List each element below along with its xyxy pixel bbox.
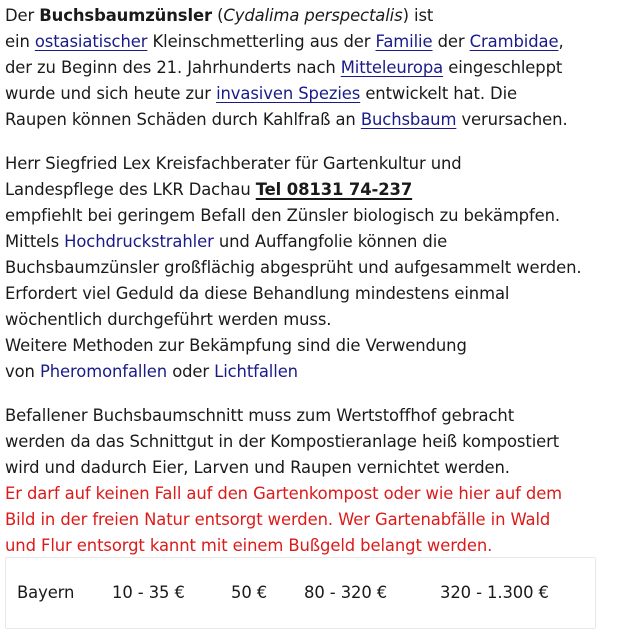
intro-line-4 xyxy=(5,81,613,107)
disposal-line-2: werden da das Schnittgut in der Kompostieranlage heiß kompostiert xyxy=(5,432,560,451)
text: ) ist xyxy=(402,6,434,25)
intro-line-5 xyxy=(5,107,613,133)
text: der xyxy=(432,32,470,51)
intro-line-2 xyxy=(5,29,613,55)
article-body xyxy=(5,3,613,559)
advisor-line-4 xyxy=(5,229,613,255)
disposal-line-1: Befallener Buchsbaumschnitt muss zum Wertstoffhof gebracht xyxy=(5,406,515,425)
warning-line-1: Er darf auf keinen Fall auf den Gartenkompost oder wie hier auf dem xyxy=(5,484,563,503)
intro-paragraph xyxy=(5,3,613,133)
text: der zu Beginn des 21. Jahrhunderts nach xyxy=(5,58,341,77)
fine-cell-2: 50 € xyxy=(231,583,268,602)
intro-line-1 xyxy=(5,3,613,29)
text: wurde und sich heute zur xyxy=(5,84,217,103)
advisor-line-9 xyxy=(5,359,613,385)
advisor-line-6: Erfordert viel Geduld da diese Behandlung mindestens einmal xyxy=(5,284,510,303)
advisor-paragraph xyxy=(5,151,613,385)
text: verursachen. xyxy=(456,110,568,129)
table-row xyxy=(6,580,595,606)
region-cell: Bayern xyxy=(17,583,75,602)
advisor-line-8: Weitere Methoden zur Bekämpfung sind die Verwendung xyxy=(5,336,467,355)
text: oder xyxy=(167,362,215,381)
advisor-line-5: Buchsbaumzünsler großflächig abgesprüht und aufgesammelt werden. xyxy=(5,258,582,277)
fines-table xyxy=(5,557,596,629)
text: eingeschleppt xyxy=(443,58,563,77)
species-name: Buchsbaumzünsler xyxy=(39,6,212,25)
fine-cell-4: 320 - 1.300 € xyxy=(440,583,549,602)
text: Mittels xyxy=(5,232,65,251)
text: Der xyxy=(5,6,40,25)
link-mitteleuropa[interactable]: Mitteleuropa xyxy=(340,58,444,77)
advisor-line-1: Herr Siegfried Lex Kreisfachberater für Gartenkultur und xyxy=(5,154,462,173)
text: Kleinschmetterling aus der xyxy=(147,32,376,51)
warning-line-3: und Flur entsorgt kannt mit einem Bußgeld belangt werden. xyxy=(5,536,493,555)
advisor-line-3: empfiehlt bei geringem Befall den Zünsler biologisch zu bekämpfen. xyxy=(5,206,561,225)
link-buchsbaum[interactable]: Buchsbaum xyxy=(360,110,457,129)
text: entwickelt hat. Die xyxy=(360,84,518,103)
text: und Auffangfolie können die xyxy=(213,232,448,251)
link-ostasiatischer[interactable]: ostasiatischer xyxy=(34,32,148,51)
fine-cell-3: 80 - 320 € xyxy=(304,583,388,602)
link-invasive-spezies[interactable]: invasiven Spezies xyxy=(216,84,361,103)
text: von xyxy=(5,362,40,381)
text: Raupen können Schäden durch Kahlfraß an xyxy=(5,110,361,129)
link-familie[interactable]: Familie xyxy=(375,32,433,51)
phone-number[interactable]: Tel 08131 74-237 xyxy=(255,180,413,199)
intro-line-3 xyxy=(5,55,613,81)
text: , xyxy=(558,32,564,51)
text: ein xyxy=(5,32,35,51)
text: Landespflege des LKR Dachau xyxy=(5,180,256,199)
link-hochdruckstrahler[interactable]: Hochdruckstrahler xyxy=(64,232,214,251)
disposal-line-3: wird und dadurch Eier, Larven und Raupen vernichtet werden. xyxy=(5,458,510,477)
advisor-line-2 xyxy=(5,177,613,203)
fine-cell-1: 10 - 35 € xyxy=(112,583,185,602)
text: ( xyxy=(211,6,224,25)
disposal-paragraph xyxy=(5,403,613,559)
advisor-line-7: wöchentlich durchgeführt werden muss. xyxy=(5,310,332,329)
link-lichtfallen[interactable]: Lichtfallen xyxy=(214,362,298,381)
link-crambidae[interactable]: Crambidae xyxy=(469,32,559,51)
link-pheromonfallen[interactable]: Pheromonfallen xyxy=(39,362,168,381)
scientific-name: Cydalima perspectalis xyxy=(223,6,403,25)
warning-line-2: Bild in der freien Natur entsorgt werden. Wer Gartenabfälle in Wald xyxy=(5,510,551,529)
